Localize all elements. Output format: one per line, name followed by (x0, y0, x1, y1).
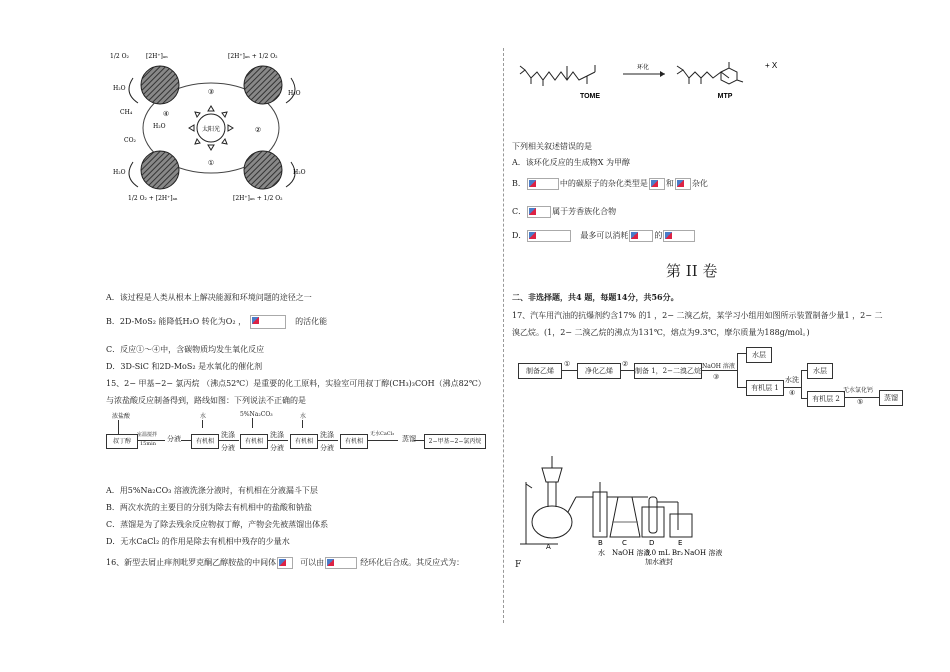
q17-stem-line1: 17、汽车用汽油的抗爆剂约含17% 的1 ，2− 二溴乙烷，某学习小组用如图所示装置制备少量1 ，2− 二 (512, 311, 883, 320)
q15-option-b: B．两次水洗的主要目的分别为除去有机相中的盐酸和钠盐 (106, 503, 312, 512)
flow-aqueous-layer-1: 水层 (746, 347, 772, 363)
section-two-heading: 二、非选择题，共4 题，每题14分，共56分。 (512, 292, 679, 302)
svg-text:[2H⁺]ₐₙ: [2H⁺]ₐₙ (146, 53, 168, 60)
svg-text:E: E (678, 539, 683, 547)
svg-text:环化: 环化 (636, 64, 650, 71)
dropping-funnel (542, 468, 562, 482)
q16-question: 下列相关叙述错误的是 (512, 142, 592, 151)
absorb-beaker (670, 514, 692, 537)
svg-text:TOME: TOME (579, 93, 601, 100)
flow-box-organic-4: 有机相 (340, 434, 368, 449)
volume-title: 第 II 卷 (666, 262, 718, 280)
svg-text:④: ④ (162, 110, 170, 118)
q14-option-a: A．该过程是人类从根本上解决能源和环境问题的途径之一 (106, 293, 312, 302)
reaction-scheme (515, 50, 800, 105)
flow-box-product: 2−甲基−2−氯丙烷 (424, 434, 486, 449)
svg-text:③: ③ (207, 88, 215, 96)
svg-text:水: 水 (598, 549, 605, 557)
flow-organic-layer-1: 有机层 1 (746, 380, 784, 396)
svg-text:H₂O: H₂O (288, 90, 301, 97)
flow-aqueous-layer-2: 水层 (807, 363, 833, 379)
q16-stem: 16、新型去屑止痒剂吡罗克酮乙醇胺盐的中间体 可以由 经环化后合成。其反应式为： (106, 558, 465, 567)
formula-image (675, 178, 691, 190)
formula-image (527, 230, 571, 242)
flow-box-organic-3: 有机相 (290, 434, 318, 449)
catalyst-sphere (141, 66, 179, 104)
catalyst-sphere (244, 151, 282, 189)
flow-box-tert-butanol: 叔丁醇 (106, 434, 138, 449)
svg-text:加水液封: 加水液封 (645, 558, 673, 566)
formula-image (527, 178, 559, 190)
svg-text:H₂O: H₂O (153, 123, 166, 130)
formula-image (325, 557, 357, 569)
svg-text:CO₂: CO₂ (124, 137, 136, 144)
q14-option-b: B．2D-MoS₂ 能降低H₂O 转化为O₂ ， 的活化能 (106, 315, 327, 329)
catalyst-sphere (141, 151, 179, 189)
q15-option-c: C．蒸馏是为了除去残余反应物叔丁醇，产物会先被蒸馏出体系 (106, 520, 329, 529)
svg-text:A: A (546, 543, 551, 551)
flow-distill: 蒸馏 (879, 390, 903, 406)
test-tube (649, 497, 657, 533)
flow-prepare-ethylene: 制备乙烯 (518, 363, 562, 379)
flow-box-organic-1: 有机相 (191, 434, 219, 449)
sun-label: 太阳光 (201, 126, 221, 133)
formula-image (250, 315, 286, 329)
svg-text:H₂O: H₂O (293, 169, 306, 176)
column-divider (503, 48, 504, 623)
svg-text:MTP: MTP (717, 93, 733, 100)
tome-structure (520, 65, 595, 86)
figure-label-f: F (515, 560, 522, 570)
svg-text:1/2 O₂ + [2H⁺]ₐₙ: 1/2 O₂ + [2H⁺]ₐₙ (128, 195, 178, 202)
round-bottom-flask (532, 506, 572, 538)
svg-text:NaOH 溶液: NaOH 溶液 (684, 549, 723, 557)
q15-option-d: D．无水CaCl₂ 的作用是除去有机相中残存的少量水 (106, 537, 290, 546)
q15-stem-line1: 15、2− 甲基−2− 氯丙烷 （沸点52℃）是重要的化工原料，实验室可用叔丁醇(CH₃)₃COH（沸点82℃） (106, 379, 486, 388)
formula-image (663, 230, 695, 242)
conical-flask (610, 497, 640, 537)
formula-image (277, 557, 293, 569)
flow-purify-ethylene: 净化乙烯 (577, 363, 621, 379)
svg-text:②: ② (254, 126, 262, 134)
q14-option-d: D．3D-SiC 和2D-MoS₂ 是水氧化的催化剂 (106, 362, 263, 371)
q16-option-d: D． 最多可以消耗 的 (512, 230, 696, 242)
svg-text:C: C (622, 539, 627, 547)
svg-text:[2H⁺]ₐₙ + 1/2 O₂: [2H⁺]ₐₙ + 1/2 O₂ (233, 195, 283, 202)
q16-option-c: C． 属于芳香族化合物 (512, 207, 617, 216)
svg-text:NaOH 溶液: NaOH 溶液 (612, 549, 651, 557)
svg-text:H₂O: H₂O (113, 85, 126, 92)
q14-option-c: C．反应①～④中，含碳物质均发生氧化反应 (106, 345, 265, 354)
mtp-structure (677, 62, 743, 84)
svg-text:+ X: + X (765, 61, 778, 70)
flow-prepare-dibromoethane: 制备 1，2−二溴乙烷 (634, 363, 702, 379)
svg-text:[2H⁺]ₐₙ + 1/2 O₂: [2H⁺]ₐₙ + 1/2 O₂ (228, 53, 278, 60)
svg-text:CH₄: CH₄ (120, 109, 133, 116)
q17-stem-line2: 溴乙烷。(1，2− 二溴乙烷的沸点为131℃，熔点为9.3℃，摩尔质量为188g/mol。) (512, 328, 810, 337)
flow-organic-layer-2: 有机层 2 (807, 391, 845, 407)
formula-image (649, 178, 665, 190)
flow-box-organic-2: 有机相 (240, 434, 268, 449)
catalyst-sphere (244, 66, 282, 104)
svg-text:B: B (598, 539, 603, 547)
formula-image (527, 206, 551, 218)
svg-text:H₂O: H₂O (113, 169, 126, 176)
formula-image (629, 230, 653, 242)
svg-text:1/2 O₂: 1/2 O₂ (110, 53, 129, 60)
apparatus-figure (518, 452, 733, 567)
q15-stem-line2: 与浓盐酸反应制备得到，路线如图：下列说法不正确的是 (106, 396, 306, 405)
svg-text:3.0 mL Br₂: 3.0 mL Br₂ (645, 549, 684, 557)
svg-text:①: ① (207, 159, 215, 167)
q16-option-b: B． 中的碳原子的杂化类型是 和 杂化 (512, 179, 708, 188)
svg-text:D: D (649, 539, 655, 547)
q16-option-a: A．该环化反应的生成物X 为甲醇 (512, 158, 631, 167)
catalysis-cycle-figure (108, 50, 308, 212)
q15-option-a: A．用5%Na₂CO₃ 溶液洗涤分液时，有机相在分液漏斗下层 (106, 486, 318, 495)
